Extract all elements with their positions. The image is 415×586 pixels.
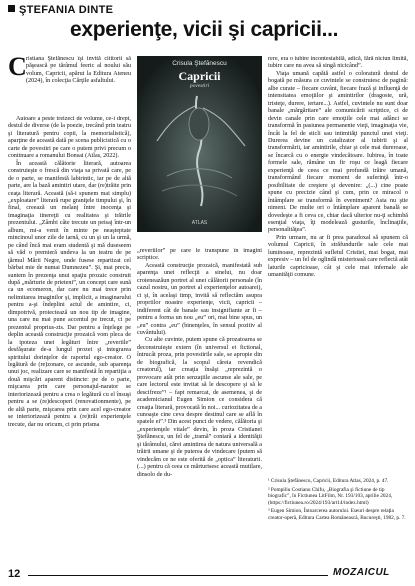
footnote: ² Pompiliu Costianu Chifu, „Biografia şi fictiune de tip biografic”, în Fictiunea LitFilm, Nr. 193/103, aprilie 2024, (https://fictiunea.ro/2024/193/art14/index.html): [268, 486, 393, 506]
paragraph: Această construcţie prozaică, manifestată sub aparenţa unei reflecţii a sinelui, nu doar croieneazăun portret al unei călătorii personale (în cazul nostru, un portret al experienţelor autoarei), ci şi, în acelaşi timp, invită să reflectăm asupra propriilor noastre experienţe, vicii, capricii – indiferent cât de banale sau insignifiante ar fi – pentru a forma un nou „eu” ori, mai bine spus, un „eu” contra „eu” (binenţeles, în sensul pozitiv al cuvântului).: [137, 262, 262, 336]
paragraph: Prin urmare, nu ar fi prea paradoxal să spunem că volumul Capricii, în străfundurile sale cele mai luminoase, reprezintă sufletul Cristiei, mai bogat, mai expresiv – un fel de oglindă misterioasă care reflectă atât laturile capricioase, cât şi cele mai infernale ale umanităţii comune.: [268, 234, 408, 279]
book-author: Crisula Ştefănescu: [172, 60, 227, 67]
book-publisher: ATLAS: [191, 220, 208, 226]
page-number: 12: [8, 568, 21, 580]
square-bullet-icon: [8, 5, 15, 12]
article-column-1: [8, 116, 131, 578]
paragraph: „reveriilor” pe care le transpune în imagini scriptice.: [137, 248, 262, 262]
book-title: Capricii: [178, 69, 221, 83]
paragraph: Autoare a peste treizeci de volume, ce-i drept, destul de diverse (de la poezie, trecând prin teatru şi literatură pentru copii, la memorialistică), aparţine de această dată pe scena publicistică cu o carte de povestiri pe care o putem privi precum o continuare a romanului Bonsai (Atlas, 2022).: [8, 116, 131, 160]
footnote: ³ Eugen Simion, Întoarcerea autorului. Eseuri despre relaţia creator-operă, Editura Cartea Românească, Bucureşti, 1982, p. 7.: [268, 508, 406, 521]
book-cover-image: [137, 56, 262, 232]
footnotes: [268, 478, 408, 523]
paragraph: Viaţa umană capătă astfel o coloratură destul de bogată pe măsura ce cuvintele se construiesc de pagină: albe curate – fiecare cuvânt, fiecare frază şi influenţă de intensitatea emoţiilor şi amintirilor (dragoste, ură, tristeţe, durere, iertare...). Astfel, cuvintele nu sunt doar banale „mărgăritare” ale comunicării scriptice, ci de devin canale prin care emoţiile cele mai adânci se transformă în pasiunea permanente vieţi, imaginaţia vie, încât la fel de sticli sau intimităţi punctul unei vieţi. Durerea devine un catalizator al iubirii şi al transformării, iar amintirile, chiar şi cele mai dureroase, se încarcă cu o energie vindecătoare. Iubirea, în toate formele sale, rămâne un fir roşu ce leagă fiecare experienţă de ceea ce mai profundă trăire umană, transformând fiecare moment de suferinţă într-o posibilitate de creştere şi devenire: „(...) cine poate spune cu precizie când şi cum, prin ce miracol o întâmplare se transformă în eveniment? Asta nu ştie nimeni. De multe ori o întâmplare aparent banală se dovedeşte a fi ceva ce, chiar dacă ulterior nu-ţi schimbă esenţial viaţa, îţi modelează gusturile, înclinaţiile, personalităţea”.: [268, 70, 408, 234]
book-subtitle: povestiri: [189, 83, 210, 89]
footnote: ¹ Crisula Ştefănescu, Capricii, Editura Atlas, 2024, p. 47.: [268, 478, 389, 484]
magazine-brand: MOZAICUL: [333, 567, 390, 578]
paragraph: În această călătorie literară, autoarea construieşte o frescă din viaţa sa privată care, pe de o parte, se manifestă labirintic, iar pe de altă parte, are la bază amintiri utare, dar (re)trăite prin ceaţa literară. Această (să-i spunem mai simplu) „exploatare” literară rupe graniţele timpului şi, în final, creează un melanj între inocenţa şi imaginaţia tinereţii cu realitatea şi trăirile prezentului. „Zâmbi câte trecute un peisaj într-un album, mi-a venit în minte pe neaşteptate mincinoul unor zile de iarnă, cu un şi un la urmă, pe când încă mai eram studentă şi mă duseseem să văd o premieră undeva la un teatru de pe ţărmul Mării Negre, unde fusese repartizat cel bărbat mie de numai Dumnezeu”. Şi, mai precis, suntem în prezenţa unui spaţiu prozaic construit după „mărturie de prieteni”, un concept care sună ca un ecomeron, dar care nu mai trece prin nelimitarea imaginilor şi, implicit, a imaginarului pentru a-şi îndeplini actul de amintire, ci, dimpotrivă, proiectează un nou tip de imagine, una care nu mai pune accentul pe trecut, ci pe prezentul proprius-zis. Dar pentru a înţelege pe deplin această construcţie prozaică vom pleca de la ipoteza unei legături între „reveriile” desfăşurate de-a lungul prozei şi integrarea spiritului dorinţelor de raportul ego-creator. O legătură de (re)zonare, ce ascunde, sub aparenţa unui joc, realizare care se manifestă în repartiţia a două mişcări aparent distincte: pe de o parte, mişcarea prin care personajul-narator se interiorizează pentru a crea o legătură cu el însuşi pentru a se (re)descoperi (renovationmente), pe de altă parte, mişcarea prin care acel ego-creator se interiorizează pentru a (re)trăi experienţele trecute, dar nu oricum, ci prin prisma: [8, 160, 131, 428]
author-byline: [8, 4, 113, 16]
article-column-3: [268, 56, 408, 474]
footer-rule: [28, 575, 328, 576]
drop-cap: C: [8, 52, 27, 81]
article-column-2: [137, 248, 262, 580]
paragraph: rere, era o iubire incontestabilă, adică, fără niciun limită, iubire care nu avea să singă nicicând”.: [268, 56, 408, 70]
paragraph: Cu alte cuvinte, putem spune că prozatoarea se deconstruieşte extern (în universul ei fictional, întrucât proza, prin povestirile sale, se apropie din de biografică, la scopul căreia revendică creatorul), iar creaţia însăşi „reprezintă o provocare atât prin senzaţiile ascunse ale sale, pe care lectorul este invitat să le descopere şi să le descifreze”¹ – fapt remarcat, de asemenea, şi de academicianul Eugen Simion ce considera că creaţia literară, provocată în noi... curiozitatea de a cunoaşte cine ceva despre destinul care se află în spatele ei”.³ Din acest punct de vedere, călătoria şi „experienţele vitale” devin, în proza Cristianei Ştefănescu, un fel de „tramă” contară a identităţii şi tărâmului, cărei amintirea de natura universală a trăirii umane şi de puterea de vindecare (putem să vindecăm ce ne este oferită de „optica” literaturii. (...) pentru că ceea ce mărturisesc această mutilare, dinsolo de du-: [137, 337, 262, 478]
article-intro: ristiana Ştefănescu îşi invită cititorii să păşească pe tărâmul feeric al noului său volum, Capricii, apărut la Editura Ateneu (2024), în colecţia Cărţile asfaltului.: [26, 56, 131, 85]
author-name: ŞTEFANIA DINTE: [19, 4, 114, 16]
article-title: experienţe, vicii şi capricii...: [70, 18, 339, 41]
